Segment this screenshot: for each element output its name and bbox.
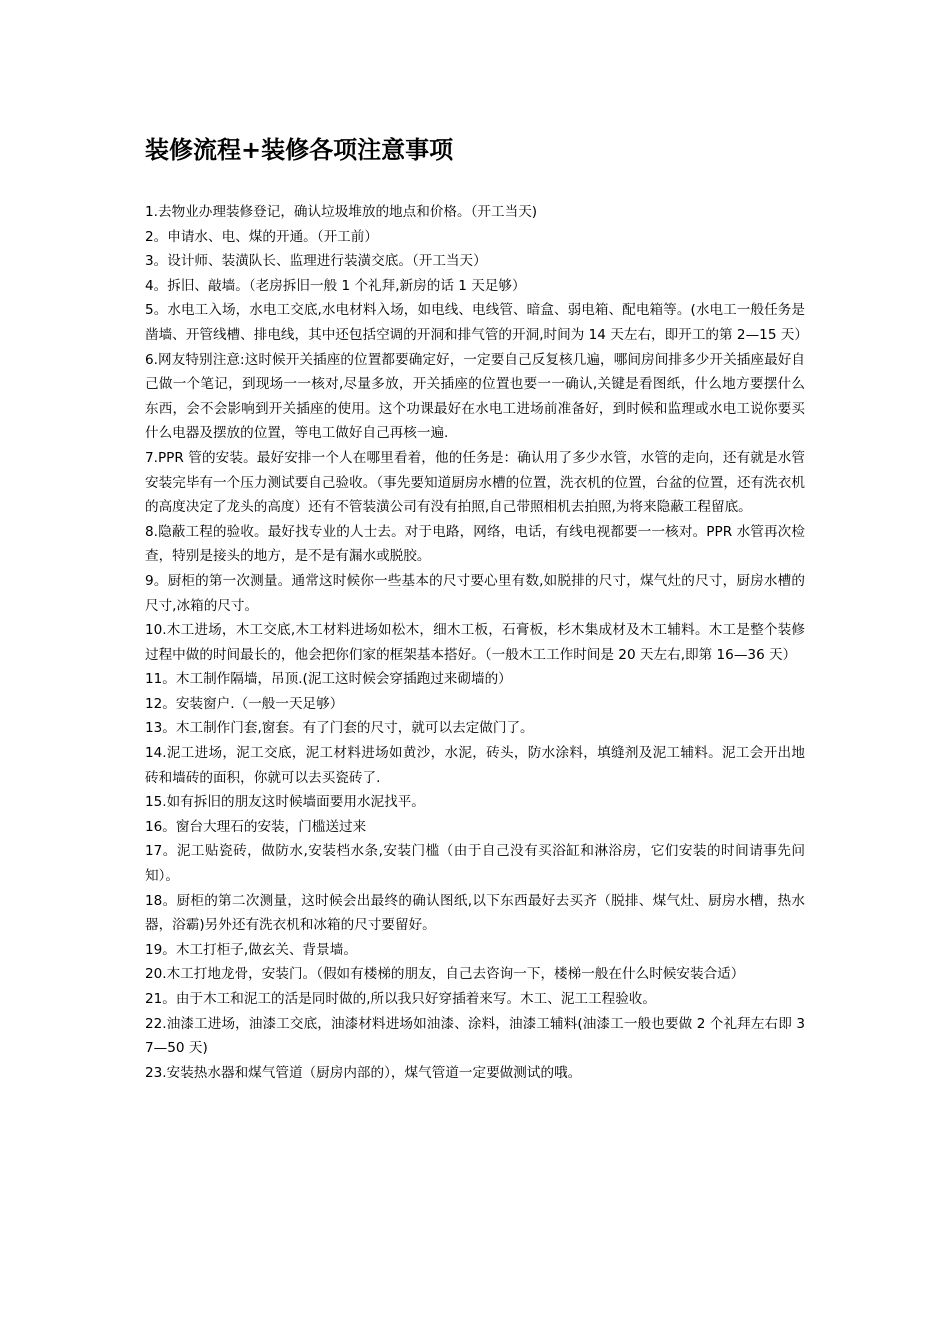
step-item: 6.网友特别注意:这时候开关插座的位置都要确定好，一定要自己反复核几遍，哪间房间排多少开关插座最好自己做一个笔记，到现场一一核对,尽量多放，开关插座的位置也要一一确认,关键是看图纸，什么地方要摆什么东西，会不会影响到开关插座的使用。这个功课最好在水电工进场前准备好，到时候和监理或水电工说你要买什么电器及摆放的位置，等电工做好自己再核一遍.	[145, 351, 805, 442]
step-item: 8.隐蔽工程的验收。最好找专业的人士去。对于电路，网络，电话，有线电视都要一一核对。PPR 水管再次检查，特别是接头的地方，是不是有漏水或脱胶。	[145, 523, 805, 565]
step-item: 3。设计师、装潢队长、监理进行装潢交底。（开工当天）	[145, 253, 487, 270]
step-item: 18。厨柜的第二次测量，这时候会出最终的确认图纸,以下东西最好去买齐（脱排、煤气灶、厨房水槽，热水器，浴霸)另外还有洗衣机和冰箱的尺寸要留好。	[145, 892, 805, 934]
step-item: 23.安装热水器和煤气管道（厨房内部的），煤气管道一定要做测试的哦。	[145, 1064, 582, 1081]
step-list	[145, 200, 808, 1085]
step-item: 13。木工制作门套,窗套。有了门套的尺寸，就可以去定做门了。	[145, 720, 534, 737]
step-item: 11。木工制作隔墙，吊顶.(泥工这时候会穿插跑过来砌墙的）	[145, 671, 512, 688]
step-item: 5。水电工入场，水电工交底,水电材料入场，如电线、电线管、暗盒、弱电箱、配电箱等。(水电工一般任务是凿墙、开管线槽、排电线，其中还包括空调的开洞和排气管的开洞,时间为 14 天左右，即开工的第 2—15 天）	[145, 302, 808, 343]
step-item: 7.PPR 管的安装。最好安排一个人在哪里看着，他的任务是：确认用了多少水管，水管的走向，还有就是水管安装完毕有一个压力测试要自己验收。（事先要知道厨房水槽的位置，洗衣机的位置，台盆的位置，还有洗衣机的高度决定了龙头的高度）还有不管装潢公司有没有拍照,自己带照相机去拍照,为将来隐蔽工程留底。	[145, 449, 805, 516]
step-item: 14.泥工进场，泥工交底，泥工材料进场如黄沙，水泥，砖头，防水涂料，填缝剂及泥工辅料。泥工会开出地砖和墙砖的面积，你就可以去买瓷砖了.	[145, 745, 805, 786]
step-item: 15.如有拆旧的朋友这时候墙面要用水泥找平。	[145, 794, 425, 811]
document-title: 装修流程+装修各项注意事项	[145, 136, 454, 164]
step-item: 10.木工进场，木工交底,木工材料进场如松木，细木工板，石膏板，杉木集成材及木工辅料。木工是整个装修过程中做的时间最长的，他会把你们家的框架基本搭好。（一般木工工作时间是 20 天左右,即第 16—36 天）	[145, 622, 805, 663]
step-item: 16。窗台大理石的安装，门槛送过来	[145, 818, 367, 835]
step-item: 9。厨柜的第一次测量。通常这时候你一些基本的尺寸要心里有数,如脱排的尺寸，煤气灶的尺寸，厨房水槽的尺寸,冰箱的尺寸。	[145, 572, 805, 614]
step-item: 17。泥工贴瓷砖，做防水,安装档水条,安装门槛（由于自己没有买浴缸和淋浴房，它们安装的时间请事先问知）。	[145, 843, 805, 885]
step-item: 19。木工打柜子,做玄关、背景墙。	[145, 941, 357, 958]
step-item: 1.去物业办理装修登记，确认垃圾堆放的地点和价格。（开工当天)	[145, 204, 538, 220]
step-item: 2。申请水、电、煤的开通。（开工前）	[145, 228, 378, 245]
step-item: 22.油漆工进场，油漆工交底，油漆材料进场如油漆、涂料，油漆工辅料(油漆工一般也要做 2 个礼拜左右即 37—50 天)	[145, 1015, 805, 1057]
step-item: 21。由于木工和泥工的活是同时做的,所以我只好穿插着来写。木工、泥工工程验收。	[145, 991, 656, 1007]
step-item: 12。安装窗户.（一般一天足够）	[145, 695, 344, 712]
step-item: 20.木工打地龙骨，安装门。（假如有楼梯的朋友，自己去咨询一下，楼梯一般在什么时候安装合适）	[145, 966, 745, 983]
step-item: 4。拆旧、敲墙。（老房拆旧一般 1 个礼拜,新房的话 1 天足够）	[145, 277, 526, 294]
